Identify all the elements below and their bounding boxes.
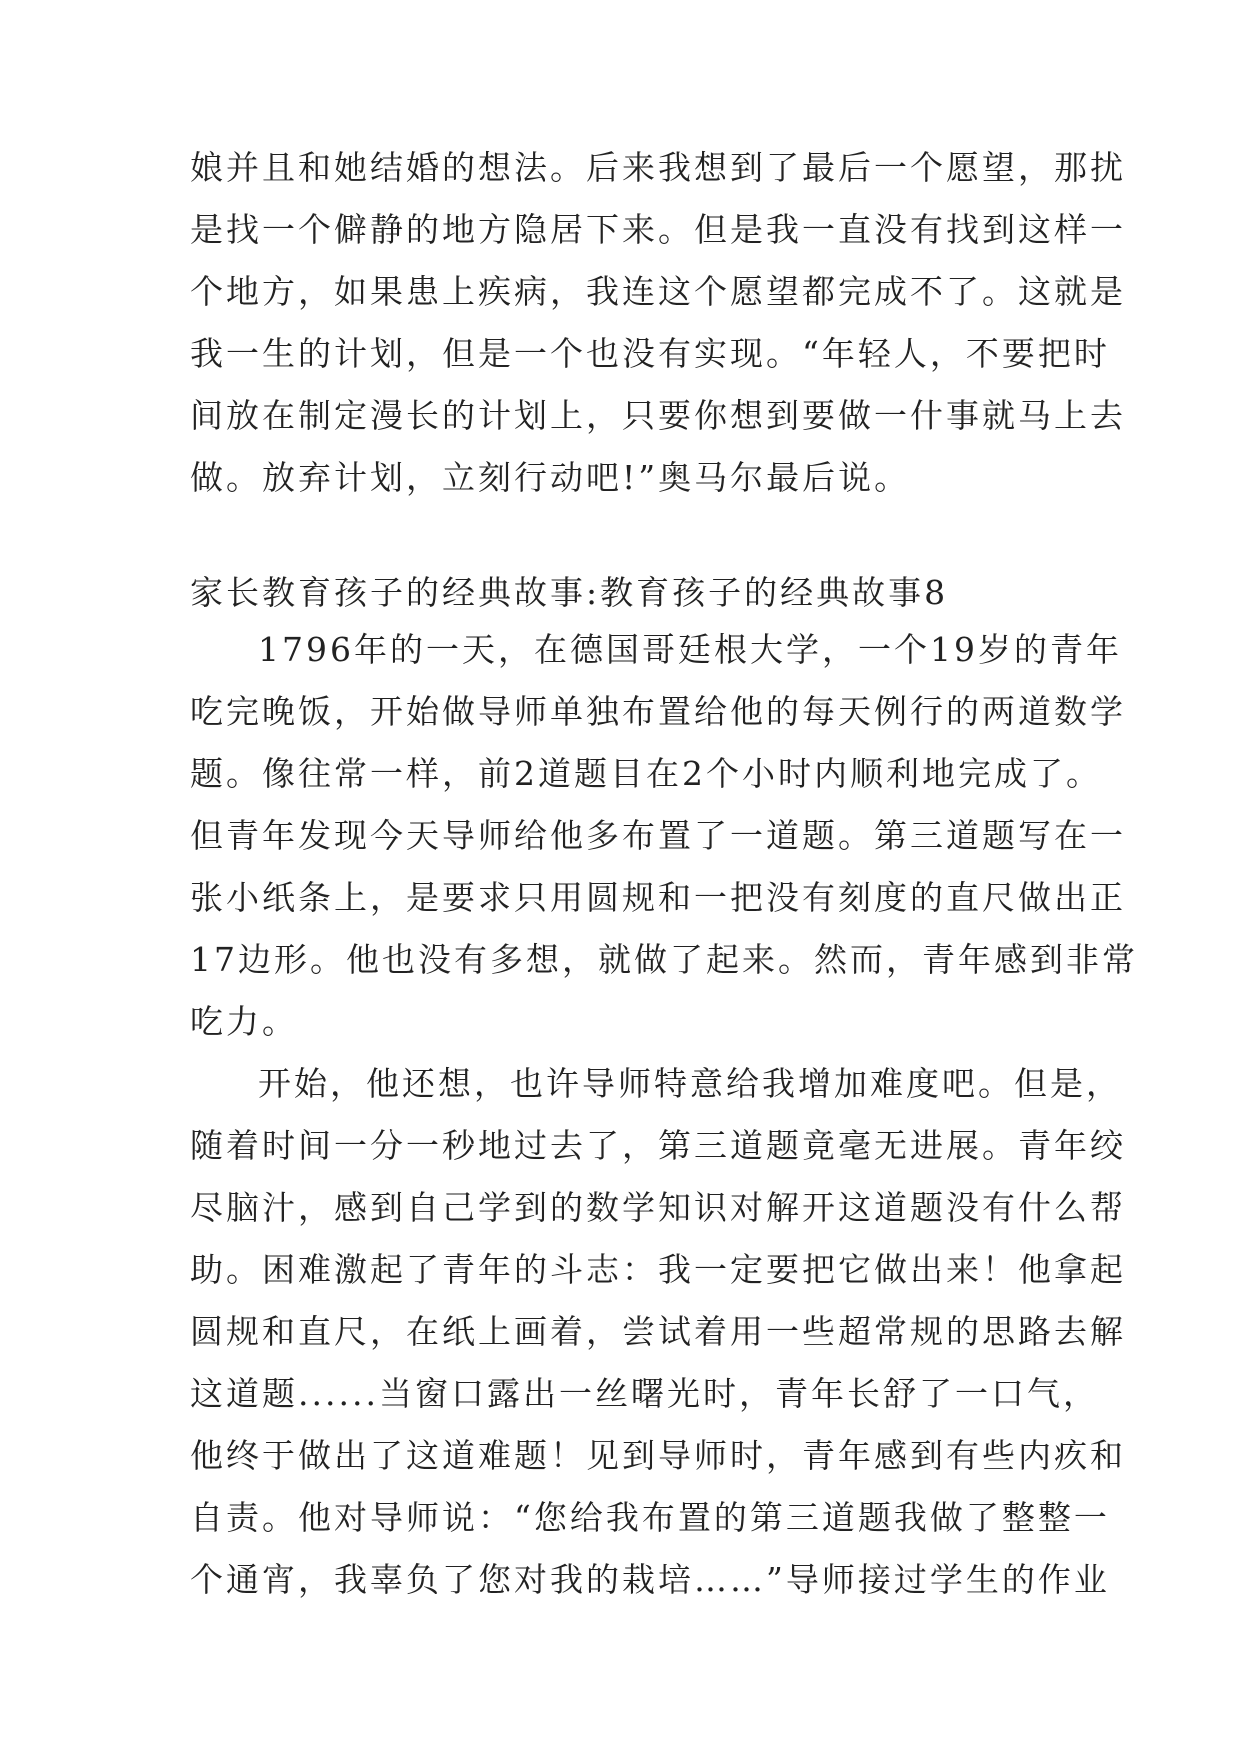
- paragraph-line: 娘并且和她结婚的想法。后来我想到了最后一个愿望，那扰: [190, 148, 1126, 187]
- paragraph-line: 吃力。: [190, 1002, 298, 1041]
- paragraph-line: 自责。他对导师说：“您给我布置的第三道题我做了整整一: [190, 1498, 1110, 1537]
- paragraph-line: 题。像往常一样，前2道题目在2个小时内顺利地完成了。: [190, 754, 1102, 793]
- paragraph-line: 尽脑汁，感到自己学到的数学知识对解开这道题没有什么帮: [190, 1188, 1126, 1227]
- paragraph-line: 助。困难激起了青年的斗志：我一定要把它做出来！他拿起: [190, 1250, 1126, 1289]
- paragraph-line: 随着时间一分一秒地过去了，第三道题竟毫无进展。青年绞: [190, 1126, 1126, 1165]
- paragraph-line: 开始，他还想，也许导师特意给我增加难度吧。但是，: [258, 1064, 1122, 1103]
- paragraph-line: 吃完晚饭，开始做导师单独布置给他的每天例行的两道数学: [190, 692, 1126, 731]
- paragraph-line: 个地方，如果患上疾病，我连这个愿望都完成不了。这就是: [190, 272, 1126, 311]
- paragraph-line: 间放在制定漫长的计划上，只要你想到要做一什事就马上去: [190, 396, 1126, 435]
- paragraph-line: 我一生的计划，但是一个也没有实现。“年轻人，不要把时: [190, 334, 1110, 373]
- paragraph-line: 做。放弃计划，立刻行动吧!”奥马尔最后说。: [190, 458, 911, 497]
- paragraph-line: 张小纸条上，是要求只用圆规和一把没有刻度的直尺做出正: [190, 878, 1126, 917]
- section-heading: 家长教育孩子的经典故事:教育孩子的经典故事8: [190, 573, 949, 612]
- paragraph-line: 个通宵，我辜负了您对我的栽培……”导师接过学生的作业: [190, 1560, 1110, 1599]
- paragraph-line: 17边形。他也没有多想，就做了起来。然而，青年感到非常: [190, 940, 1138, 979]
- paragraph-line: 1796年的一天，在德国哥廷根大学，一个19岁的青年: [258, 630, 1122, 669]
- paragraph-line: 他终于做出了这道难题！见到导师时，青年感到有些内疚和: [190, 1436, 1126, 1475]
- paragraph-line: 是找一个僻静的地方隐居下来。但是我一直没有找到这样一: [190, 210, 1126, 249]
- paragraph-line: 这道题......当窗口露出一丝曙光时，青年长舒了一口气，: [190, 1374, 1099, 1413]
- paragraph-line: 但青年发现今天导师给他多布置了一道题。第三道题写在一: [190, 816, 1126, 855]
- paragraph-line: 圆规和直尺，在纸上画着，尝试着用一些超常规的思路去解: [190, 1312, 1126, 1351]
